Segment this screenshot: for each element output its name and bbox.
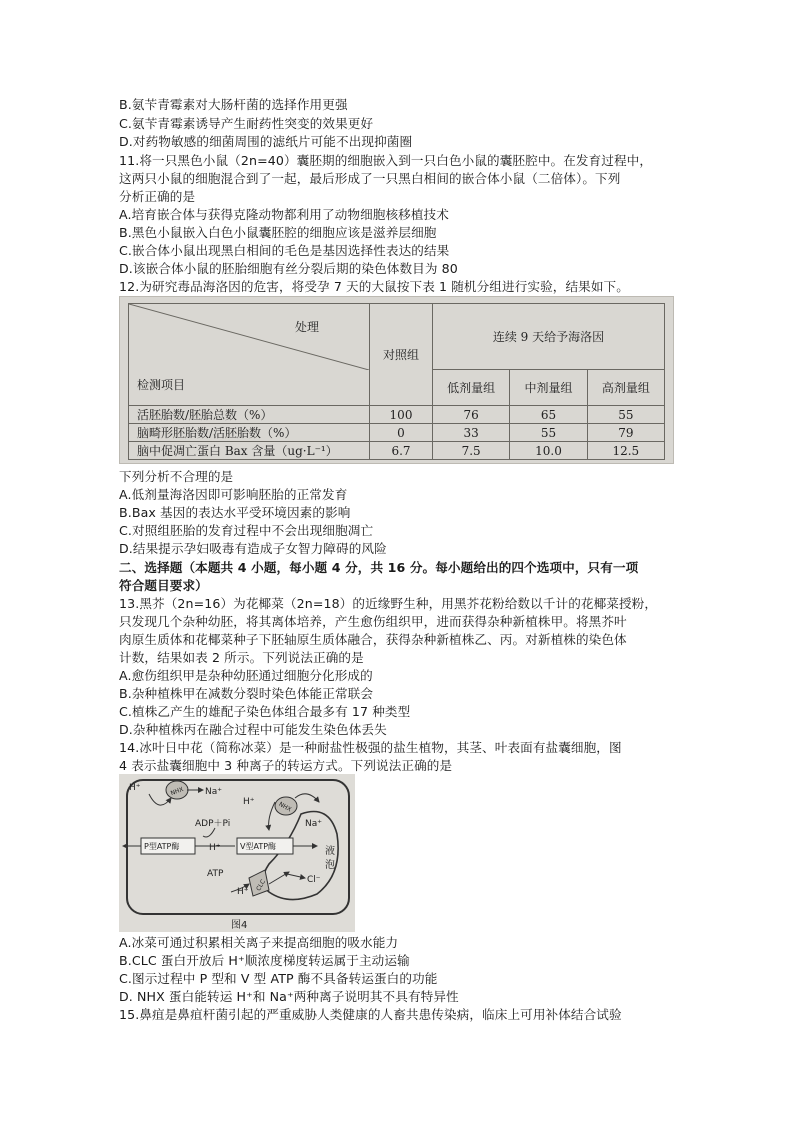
option-b-q14: B.CLC 蛋白开放后 H⁺顺浓度梯度转运属于主动运输	[119, 953, 410, 968]
header-item: 检测项目	[137, 378, 186, 392]
option-a-q13: A.愈伤组织甲是杂种幼胚通过细胞分化形成的	[119, 668, 373, 683]
label-na-plus-1: Na⁺	[205, 787, 222, 797]
question-13-line2: 只发现几个杂种幼胚，将其离体培养，产生愈伤组织甲，进而获得杂种新植株甲。将黑芥叶	[119, 614, 627, 629]
figure-caption: 图4	[231, 920, 248, 931]
row-label: 脑中促凋亡蛋白 Bax 含量（ug·L⁻¹）	[129, 442, 370, 460]
question-11-line3: 分析正确的是	[119, 189, 196, 204]
option-d-q14: D. NHX 蛋白能转运 H⁺和 Na⁺两种离子说明其不具有特异性	[119, 989, 459, 1004]
cell: 10.0	[510, 442, 587, 460]
option-b-q10: B.氨苄青霉素对大肠杆菌的选择作用更强	[119, 97, 348, 112]
label-atp: ATP	[207, 869, 224, 879]
option-b-q11: B.黑色小鼠嵌入白色小鼠囊胚腔的细胞应该是滋养层细胞	[119, 225, 437, 240]
cell: 100	[370, 406, 433, 424]
option-c-q11: C.嵌合体小鼠出现黑白相间的毛色是基因选择性表达的结果	[119, 243, 450, 258]
label-na-plus-2: Na⁺	[305, 819, 322, 829]
cell: 7.5	[433, 442, 510, 460]
table-row	[129, 406, 665, 424]
subheader-low: 低剂量组	[433, 370, 510, 406]
row-label: 脑畸形胚胎数/活胚胎数（%）	[129, 424, 370, 442]
section-2-heading-cont: 符合题目要求）	[119, 578, 208, 593]
cell: 12.5	[587, 442, 664, 460]
table-row	[129, 424, 665, 442]
option-a-q14: A.冰菜可通过积累相关离子来提高细胞的吸水能力	[119, 935, 399, 950]
question-14-line1: 14.冰叶日中花（简称冰菜）是一种耐盐性极强的盐生植物，其茎、叶表面有盐囊细胞，图	[119, 740, 622, 755]
label-h-plus-3: H⁺	[209, 843, 221, 853]
label-nhx-2: NHX	[277, 800, 293, 814]
option-b-q13: B.杂种植株甲在减数分裂时染色体能正常联会	[119, 686, 374, 701]
question-12-prompt: 下列分析不合理的是	[119, 469, 234, 484]
section-2-heading: 二、选择题（本题共 4 小题，每小题 4 分，共 16 分。每小题给出的四个选项中，只有一项	[119, 560, 639, 575]
label-clc: CLC	[255, 878, 268, 893]
label-h-plus-4: H⁺	[237, 887, 249, 897]
cell: 55	[510, 424, 587, 442]
label-adp-pi: ADP＋Pi	[195, 819, 231, 829]
option-d-q13: D.杂种植株丙在融合过程中可能发生染色体丢失	[119, 722, 387, 737]
ion-transport-svg	[119, 774, 355, 932]
label-v-atpase: V型ATP酶	[240, 842, 277, 851]
cell: 0	[370, 424, 433, 442]
diagonal-line	[129, 304, 369, 370]
option-c-q13: C.植株乙产生的雄配子染色体组合最多有 17 种类型	[119, 704, 411, 719]
table-1-image	[119, 296, 674, 464]
label-cl-minus: Cl⁻	[307, 875, 321, 885]
question-12-line1: 12.为研究毒品海洛因的危害，将受孕 7 天的大鼠按下表 1 随机分组进行实验，结果如下。	[119, 279, 629, 294]
subheader-mid: 中剂量组	[510, 370, 587, 406]
option-a-q11: A.培育嵌合体与获得克隆动物都利用了动物细胞核移植技术	[119, 207, 449, 222]
header-treatment: 处理	[294, 320, 319, 334]
question-13-line4: 计数，结果如表 2 所示。下列说法正确的是	[119, 650, 364, 665]
cell: 6.7	[370, 442, 433, 460]
label-vacuole-1: 液	[325, 846, 335, 857]
option-d-q11: D.该嵌合体小鼠的胚胎细胞有丝分裂后期的染色体数目为 80	[119, 261, 458, 276]
option-a-q12: A.低剂量海洛因即可影响胚胎的正常发育	[119, 487, 348, 502]
label-vacuole-2: 泡	[325, 860, 335, 871]
question-14-line2: 4 表示盐囊细胞中 3 种离子的转运方式。下列说法正确的是	[119, 758, 453, 773]
option-d-q12: D.结果提示孕妇吸毒有造成子女智力障碍的风险	[119, 541, 387, 556]
cell: 79	[587, 424, 664, 442]
header-heroin-group: 连续 9 天给予海洛因	[433, 304, 665, 370]
option-b-q12: B.Bax 基因的表达水平受环境因素的影响	[119, 505, 351, 520]
cell: 65	[510, 406, 587, 424]
question-11-line2: 这两只小鼠的细胞混合到了一起，最后形成了一只黑白相间的嵌合体小鼠（二倍体）。下列	[119, 171, 621, 186]
label-nhx-1: NHX	[169, 786, 185, 798]
option-c-q10: C.氨苄青霉素诱导产生耐药性突变的效果更好	[119, 116, 374, 131]
label-h-plus-2: H⁺	[243, 797, 255, 807]
cell: 33	[433, 424, 510, 442]
cell: 55	[587, 406, 664, 424]
header-control: 对照组	[370, 304, 433, 406]
option-c-q12: C.对照组胚胎的发育过程中不会出现细胞凋亡	[119, 523, 374, 538]
label-p-atpase: P型ATP酶	[144, 842, 180, 851]
option-c-q14: C.图示过程中 P 型和 V 型 ATP 酶不具备转运蛋白的功能	[119, 971, 438, 986]
subheader-high: 高剂量组	[587, 370, 664, 406]
option-d-q10: D.对药物敏感的细菌周围的滤纸片可能不出现抑菌圈	[119, 134, 413, 149]
cell: 76	[433, 406, 510, 424]
figure-4-diagram	[119, 774, 355, 932]
row-label: 活胚胎数/胚胎总数（%）	[129, 406, 370, 424]
question-13-line3: 肉原生质体和花椰菜种子下胚轴原生质体融合，获得杂种新植株乙、丙。对新植株的染色体	[119, 632, 627, 647]
question-15-line1: 15.鼻疽是鼻疽杆菌引起的严重威胁人类健康的人畜共患传染病，临床上可用补体结合试验	[119, 1007, 622, 1022]
diagonal-header-cell	[129, 304, 370, 406]
question-11-line1: 11.将一只黑色小鼠（2n=40）囊胚期的细胞嵌入到一只白色小鼠的囊胚腔中。在发育过程中，	[119, 153, 653, 168]
question-13-line1: 13.黑芥（2n=16）为花椰菜（2n=18）的近缘野生种，用黑芥花粉给数以千计的花椰菜授粉，	[119, 596, 658, 611]
label-h-plus-1: H⁺	[129, 783, 141, 793]
experiment-table	[128, 303, 665, 460]
table-row	[129, 442, 665, 460]
